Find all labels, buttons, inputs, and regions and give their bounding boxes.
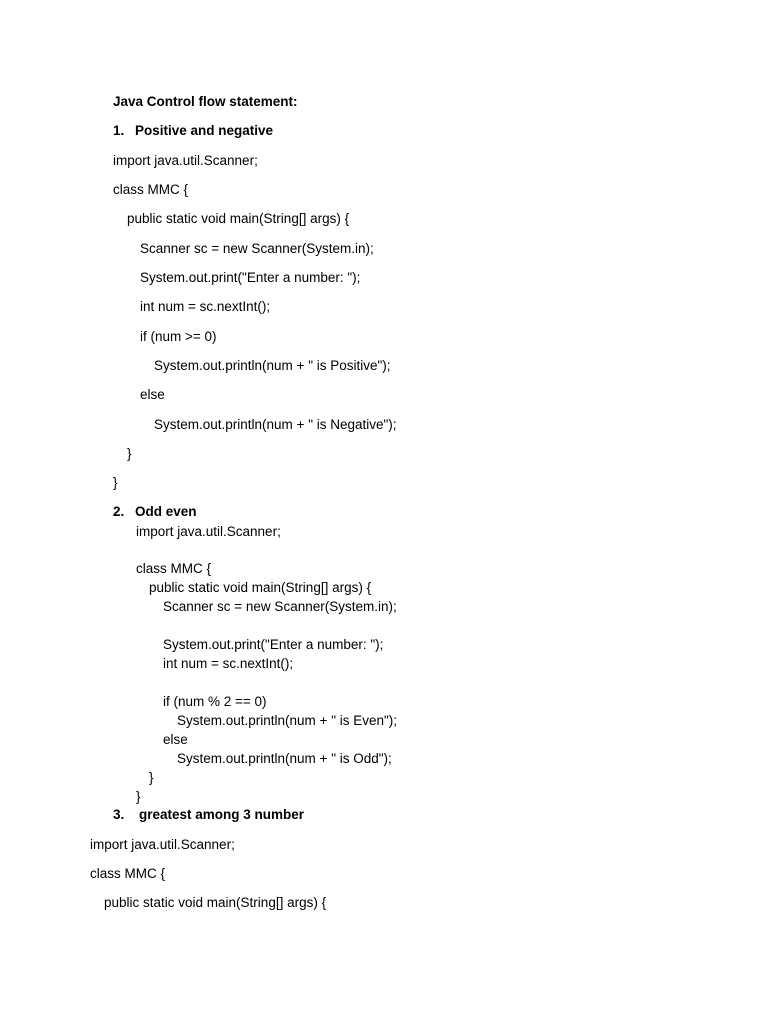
code-line: } <box>127 446 132 461</box>
document-title: Java Control flow statement: <box>113 94 298 109</box>
code-line: import java.util.Scanner; <box>90 837 235 852</box>
section-2-title: Odd even <box>135 504 197 519</box>
section-2-number: 2. <box>113 504 125 519</box>
code-line: import java.util.Scanner; <box>136 524 281 539</box>
code-line: public static void main(String[] args) { <box>149 580 372 595</box>
code-line: System.out.print("Enter a number: "); <box>163 637 384 652</box>
code-line: public static void main(String[] args) { <box>104 895 327 910</box>
code-line: int num = sc.nextInt(); <box>163 656 294 671</box>
code-line: System.out.println(num + " is Positive"); <box>154 358 391 373</box>
section-1-heading <box>113 123 273 139</box>
section-1-number: 1. <box>113 123 125 138</box>
code-line: System.out.println(num + " is Odd"); <box>177 751 392 766</box>
section-3-title: greatest among 3 number <box>139 807 305 822</box>
code-line: int num = sc.nextInt(); <box>140 299 271 314</box>
section-3-number: 3. <box>113 807 125 822</box>
code-line: if (num >= 0) <box>140 329 217 344</box>
code-line: } <box>136 789 141 804</box>
code-line: import java.util.Scanner; <box>113 153 258 168</box>
code-line: Scanner sc = new Scanner(System.in); <box>140 241 374 256</box>
code-line: class MMC { <box>90 866 166 881</box>
section-2-heading <box>113 504 197 520</box>
code-line: else <box>140 387 165 402</box>
code-line: class MMC { <box>136 561 212 576</box>
code-line: public static void main(String[] args) { <box>127 211 350 226</box>
code-line: class MMC { <box>113 182 189 197</box>
code-line: System.out.println(num + " is Even"); <box>177 713 398 728</box>
code-line: } <box>113 475 118 490</box>
section-3-heading <box>113 807 304 823</box>
code-line: if (num % 2 == 0) <box>163 694 267 709</box>
code-line: Scanner sc = new Scanner(System.in); <box>163 599 397 614</box>
code-line: else <box>163 732 188 747</box>
code-line: System.out.println(num + " is Negative"); <box>154 417 397 432</box>
section-1-title: Positive and negative <box>135 123 274 138</box>
code-line: } <box>149 770 154 785</box>
code-line: System.out.print("Enter a number: "); <box>140 270 361 285</box>
